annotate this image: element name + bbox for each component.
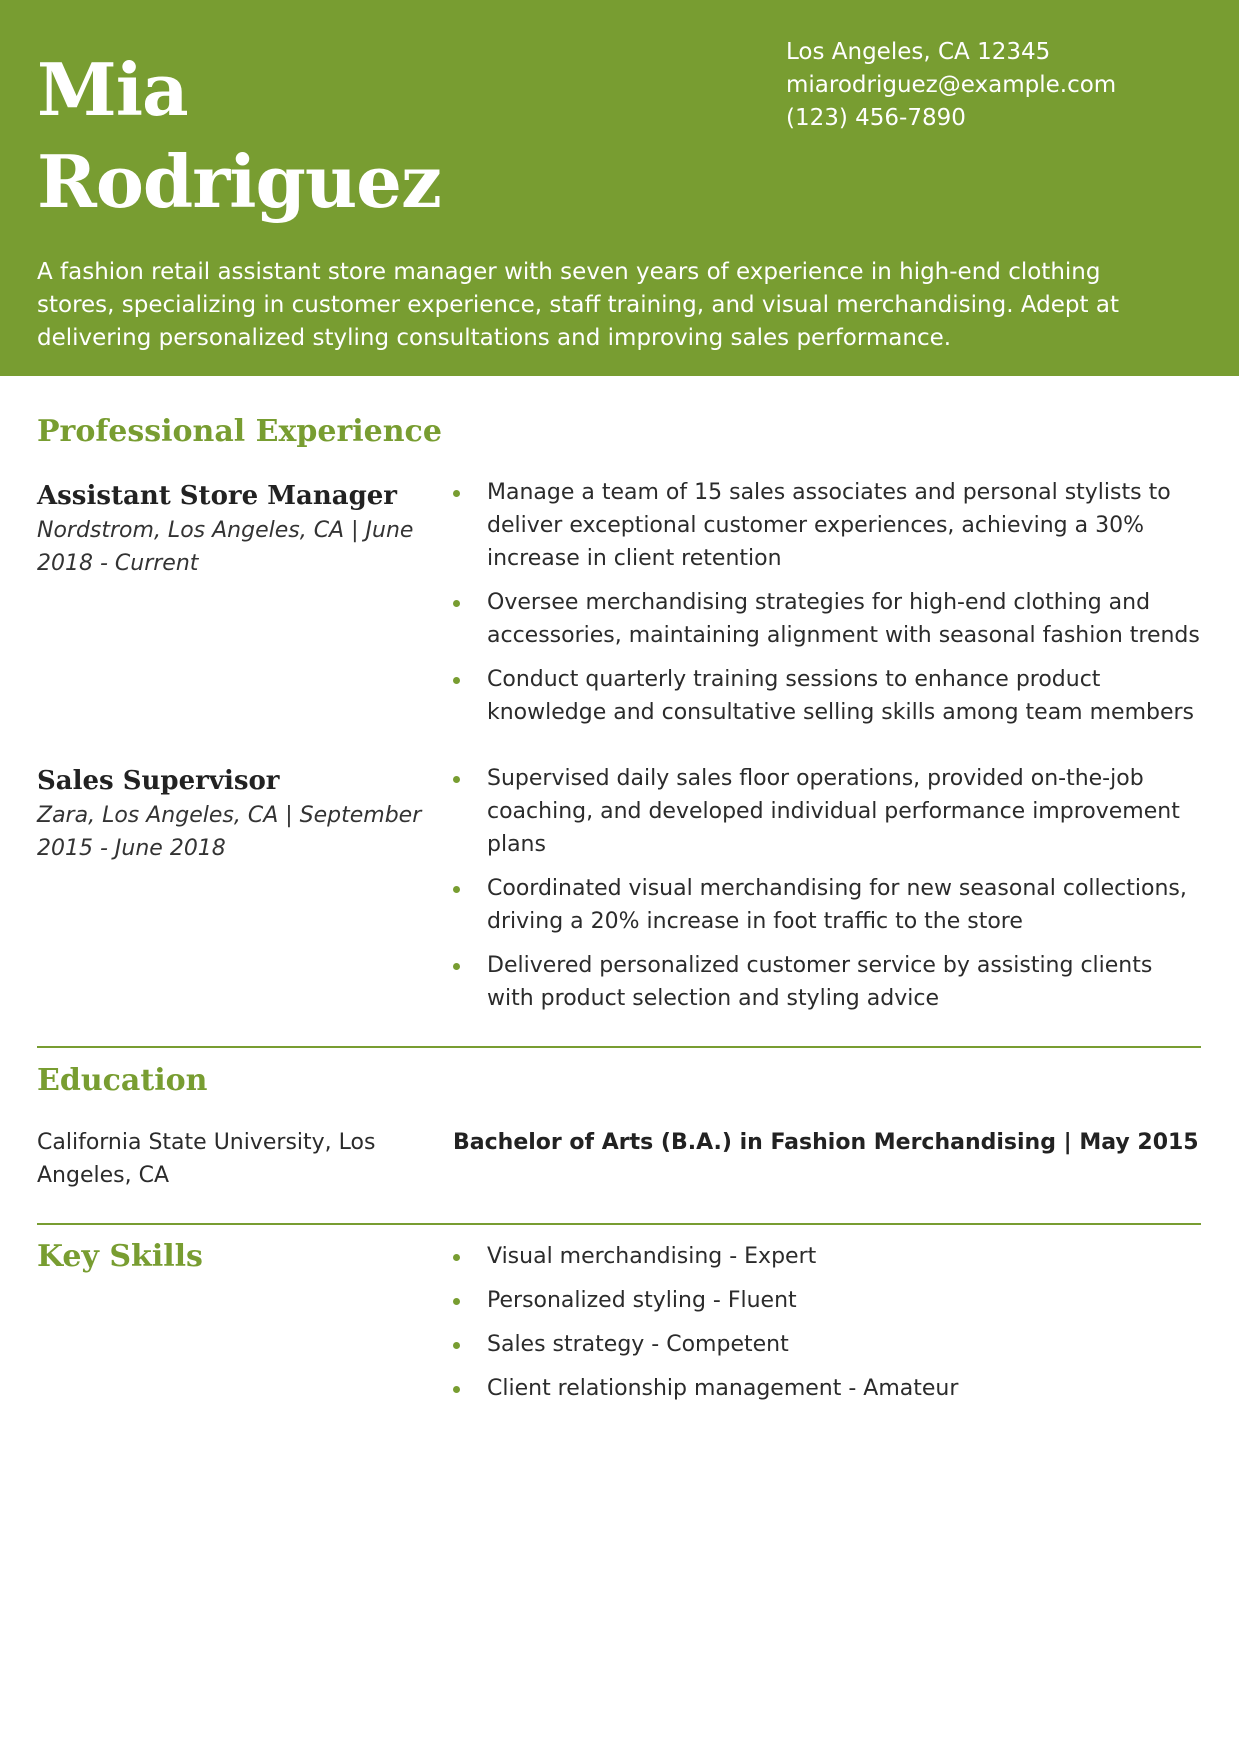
job-bullets-2 [453,762,1203,1026]
contact-info [786,36,1116,135]
first-name: Mia [37,47,188,132]
job-bullets-1 [453,476,1203,740]
job-role: Sales Supervisor [37,766,280,796]
job-meta: Zara, Los Angeles, CA | September 2015 - June 2018 [37,803,422,861]
resume-header [0,0,1239,376]
list-item: Delivered personalized customer service by assisting clients with product selection and styling advice [453,949,1203,1015]
job-meta: Nordstrom, Los Angeles, CA | June 2018 - Current [37,518,414,576]
contact-email[interactable]: miarodriguez@example.com [786,72,1117,98]
job-header-2 [37,763,427,865]
education-heading: Education [37,1063,208,1098]
professional-summary: A fashion retail assistant store manager with seven years of experience in high-end clothing stores, specializing in customer experience, staff training, and visual merchandising. Adept at delivering personalized styling consultations and improving sales performance. [37,259,1119,351]
degree: Bachelor of Arts (B.A.) in Fashion Merchandising | May 2015 [453,1130,1199,1155]
list-item: Supervised daily sales floor operations, provided on-the-job coaching, and developed individual performance improvement plans [453,762,1203,861]
skills-list [453,1240,1203,1416]
experience-heading: Professional Experience [37,414,442,449]
contact-phone[interactable]: (123) 456-7890 [786,105,966,131]
list-item: Client relationship management - Amateur [453,1372,1203,1405]
list-item: Oversee merchandising strategies for high-end clothing and accessories, maintaining alignment with seasonal fashion trends [453,586,1203,652]
skills-heading: Key Skills [37,1239,203,1274]
list-item: Conduct quarterly training sessions to enhance product knowledge and consultative selling skills among team members [453,663,1203,729]
list-item: Visual merchandising - Expert [453,1240,1203,1273]
contact-location: Los Angeles, CA 12345 [786,39,1051,65]
job-role: Assistant Store Manager [37,481,398,511]
last-name: Rodriguez [37,139,441,224]
list-item: Coordinated visual merchandising for new seasonal collections, driving a 20% increase in foot traffic to the store [453,872,1203,938]
candidate-name [37,44,441,228]
list-item: Manage a team of 15 sales associates and personal stylists to deliver exceptional customer experiences, achieving a 30% increase in client retention [453,476,1203,575]
section-divider [37,1223,1201,1225]
list-item: Personalized styling - Fluent [453,1284,1203,1317]
section-divider [37,1046,1201,1048]
list-item: Sales strategy - Competent [453,1328,1203,1361]
school-name: California State University, Los Angeles, CA [37,1130,376,1188]
job-header-1 [37,478,427,580]
